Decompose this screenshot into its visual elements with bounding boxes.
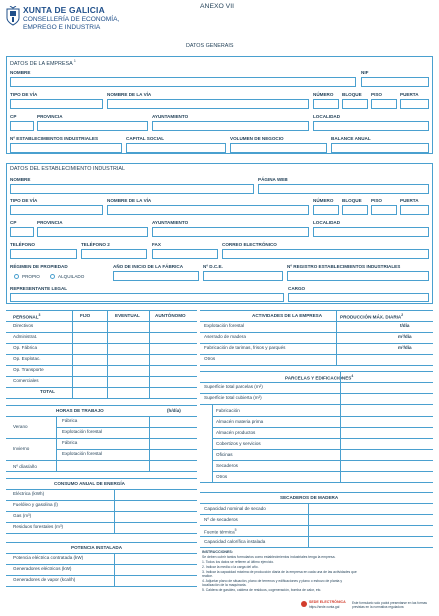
personal-row-line bbox=[6, 321, 197, 322]
invierno-fabrica: Fábrica bbox=[62, 440, 78, 445]
parcelas-row-line bbox=[212, 416, 433, 417]
empresa-nif-label: NIF bbox=[361, 70, 369, 75]
empresa-volumen-negocio-label: VOLUMEN DE NEGOCIO bbox=[230, 136, 284, 141]
personal-row-line bbox=[6, 398, 197, 399]
xunta-logo bbox=[6, 4, 126, 36]
est-ayuntamiento-field[interactable] bbox=[152, 227, 309, 237]
parcelas-item: Oficinas bbox=[216, 452, 233, 457]
est-tipo-via-field[interactable] bbox=[10, 205, 103, 215]
est-ayuntamiento-label: AYUNTAMIENTO bbox=[152, 220, 189, 225]
potencia-col-line bbox=[114, 554, 115, 586]
est-provincia-field[interactable] bbox=[37, 227, 148, 237]
empresa-numero-field[interactable] bbox=[313, 99, 339, 109]
parcelas-col-line bbox=[212, 404, 213, 482]
empresa-balance-anual-label: BALANCE ANUAL bbox=[331, 136, 371, 141]
empresa-nombre-via-label: NOMBRE DE LA VÍA bbox=[107, 92, 152, 97]
actividades-row-line bbox=[200, 343, 433, 344]
est-ano-inicio-label: AÑO DE INICIO DE LA FÁBRICA bbox=[113, 264, 184, 269]
verano-explotacion: Explotación forestal bbox=[62, 429, 103, 434]
est-pagina-web-field[interactable] bbox=[258, 184, 429, 194]
est-cargo-label: CARGO bbox=[288, 286, 306, 291]
secaderos-row-line bbox=[200, 547, 433, 548]
energia-row-line bbox=[6, 489, 197, 490]
secaderos-row-fuente bbox=[204, 529, 237, 535]
actividades-table bbox=[200, 310, 433, 368]
potencia-table bbox=[6, 542, 197, 592]
act-row-label: Fabricación de tarimas, frisos y parqués bbox=[204, 345, 286, 350]
est-provincia-label: PROVINCIA bbox=[37, 220, 63, 225]
cubierta-total-label: Superficie total cubierta (m²) bbox=[204, 395, 262, 400]
est-telefono-label: TELÉFONO bbox=[10, 242, 36, 247]
propio-label: PROPIO bbox=[22, 274, 40, 279]
empresa-volumen-negocio-field[interactable] bbox=[230, 143, 327, 153]
instrucciones-line: 3. Indicar la capacidad máxima de producción diaria de la empresa en cada una de las actividades que bbox=[202, 570, 357, 574]
personal-col-line bbox=[72, 311, 73, 398]
est-bloque-label: BLOQUE bbox=[342, 198, 362, 203]
energia-top-bar bbox=[6, 478, 197, 479]
secaderos-row: Capacidad calorífica instalada bbox=[204, 539, 266, 544]
empresa-puerta-field[interactable] bbox=[400, 99, 429, 109]
empresa-nombre-field[interactable] bbox=[10, 77, 356, 87]
est-representante-field[interactable] bbox=[10, 293, 284, 302]
produccion-header-text: PRODUCCIÓN MÁX. DIARIA bbox=[340, 314, 402, 320]
parcelas-row-line bbox=[212, 460, 433, 461]
empresa-piso-label: PISO bbox=[371, 92, 382, 97]
energia-row-line bbox=[6, 522, 197, 523]
horas-top-bar bbox=[6, 405, 197, 406]
personal-header bbox=[13, 314, 40, 320]
fuente-sup: 5 bbox=[234, 528, 237, 532]
personal-row-line bbox=[6, 332, 197, 333]
instrucciones-title: INSTRUCCIONES: bbox=[202, 550, 233, 554]
potencia-row: Potencia eléctrica contratada (kW) bbox=[13, 555, 84, 560]
est-numero-field[interactable] bbox=[313, 205, 339, 215]
empresa-tipo-via-label: TIPO DE VÍA bbox=[10, 92, 38, 97]
potencia-row-line bbox=[6, 553, 197, 554]
act-row-label: Explotación forestal bbox=[204, 323, 245, 328]
verano-fabrica: Fábrica bbox=[62, 418, 78, 423]
act-row-label: Aserrado de madera bbox=[204, 334, 246, 339]
invierno-explotacion: Explotación forestal bbox=[62, 451, 103, 456]
page-title: DATOS GENERAIS bbox=[186, 43, 234, 49]
empresa-provincia-field[interactable] bbox=[37, 121, 148, 131]
empresa-localidad-label: LOCALIDAD bbox=[313, 114, 341, 119]
parcelas-item: Fabricación bbox=[216, 408, 240, 413]
alquilado-radio[interactable] bbox=[50, 274, 55, 279]
produccion-sup: 2 bbox=[401, 313, 404, 317]
empresa-num-establecimientos-label: Nº ESTABLECIMIENTOS INDUSTRIALES bbox=[10, 136, 99, 141]
personal-top-bar bbox=[6, 310, 197, 311]
dept-line-1: CONSELLERÍA DE ECONOMÍA, bbox=[23, 16, 120, 23]
est-fax-label: FAX bbox=[152, 242, 161, 247]
actividades-row-line bbox=[200, 321, 433, 322]
est-numero-label: NÚMERO bbox=[313, 198, 334, 203]
secaderos-header: SECADEROS DE MADERA bbox=[280, 495, 339, 500]
empresa-nombre-label: NOMBRE bbox=[10, 70, 31, 75]
empresa-num-establecimientos-field[interactable] bbox=[10, 143, 122, 153]
act-row-unit: m³/día bbox=[398, 334, 412, 339]
empresa-section-text: DATOS DE LA EMPRESA bbox=[10, 60, 73, 67]
personal-col-line bbox=[107, 311, 108, 398]
est-registro-label: Nº REGISTRO ESTABLECIMIENTOS INDUSTRIALES bbox=[287, 264, 401, 269]
horas-table bbox=[6, 405, 197, 477]
energia-row: Eléctrica (kWh) bbox=[13, 491, 45, 496]
est-puerta-label: PUERTA bbox=[400, 198, 419, 203]
instrucciones-line: 2. Indicar la media o la carga del año. bbox=[202, 565, 259, 569]
produccion-header bbox=[340, 314, 403, 320]
energia-row-line bbox=[6, 500, 197, 501]
parcelas-header bbox=[285, 375, 353, 381]
parcelas-row-line bbox=[200, 393, 433, 394]
est-fax-field[interactable] bbox=[152, 249, 218, 259]
potencia-top-bar bbox=[6, 542, 197, 543]
potencia-row-line bbox=[6, 575, 197, 576]
personal-header-text: PERSONAL bbox=[13, 314, 39, 320]
potencia-row-line bbox=[6, 586, 197, 587]
horas-row-line bbox=[6, 438, 197, 439]
personal-row-op-transporte: Op. Transporte bbox=[13, 367, 44, 372]
horas-row-line bbox=[56, 449, 197, 450]
est-representante-label: REPRESENTANTE LEGAL bbox=[10, 286, 68, 291]
est-piso-label: PISO bbox=[371, 198, 382, 203]
parcelas-header-text: PARCELAS Y EDIFICACIONES bbox=[285, 375, 352, 381]
instrucciones-line: localización de la maquinaria. bbox=[202, 583, 247, 587]
actividades-header: ACTIVIDADES DE LA EMPRESA bbox=[252, 313, 323, 318]
actividades-row-line bbox=[200, 354, 433, 355]
parcelas-col-line bbox=[340, 372, 341, 482]
empresa-provincia-label: PROVINCIA bbox=[37, 114, 63, 119]
est-telefono2-label: TELÉFONO 2 bbox=[81, 242, 110, 247]
horas-row-line bbox=[6, 460, 197, 461]
est-nombre-field[interactable] bbox=[10, 184, 254, 194]
dias-label: Nº días/año bbox=[13, 464, 37, 469]
secaderos-row-line bbox=[200, 503, 433, 504]
est-puerta-field[interactable] bbox=[400, 205, 429, 215]
empresa-ayuntamiento-field[interactable] bbox=[152, 121, 309, 131]
energia-row-line bbox=[6, 533, 197, 534]
parcelas-row-line bbox=[212, 449, 433, 450]
energia-row: Gas (m³) bbox=[13, 513, 32, 518]
alquilado-label: ALQUILADO bbox=[58, 274, 85, 279]
parcelas-row-line bbox=[212, 438, 433, 439]
parcelas-table bbox=[200, 371, 433, 491]
personal-row-directivos: Directivos bbox=[13, 323, 34, 328]
sede-icon bbox=[301, 601, 307, 607]
personal-sup: 3 bbox=[38, 313, 41, 317]
parcelas-item: Secaderos bbox=[216, 463, 238, 468]
est-piso-field[interactable] bbox=[371, 205, 397, 215]
secaderos-top-bar bbox=[200, 492, 433, 493]
empresa-cp-field[interactable] bbox=[10, 121, 34, 131]
est-cp-field[interactable] bbox=[10, 227, 34, 237]
parcelas-row-line bbox=[212, 427, 433, 428]
potencia-header: POTENCIA INSTALADA bbox=[71, 545, 123, 550]
empresa-cp-label: CP bbox=[10, 114, 17, 119]
instrucciones-block bbox=[202, 551, 433, 597]
est-ano-inicio-field[interactable] bbox=[113, 271, 199, 281]
personal-row-line bbox=[6, 376, 197, 377]
parcelas-total-label: Superficie total parcelas (m²) bbox=[204, 384, 263, 389]
secaderos-row-line bbox=[200, 525, 433, 526]
personal-row-line bbox=[6, 365, 197, 366]
parcelas-top-bar bbox=[200, 371, 433, 372]
est-dce-label: Nº D.C.E. bbox=[203, 264, 223, 269]
potencia-row-line bbox=[6, 564, 197, 565]
actividades-row-line bbox=[200, 365, 433, 366]
horas-row-line bbox=[6, 416, 197, 417]
personal-row-line bbox=[6, 343, 197, 344]
horas-header: HORAS DE TRABAJO bbox=[56, 408, 104, 413]
est-pagina-web-label: PÁGINA WEB bbox=[258, 177, 288, 182]
est-registro-field[interactable] bbox=[287, 271, 429, 281]
annex-label: ANEXO VII bbox=[200, 3, 234, 10]
est-cp-label: CP bbox=[10, 220, 17, 225]
potencia-row: Generadores eléctricos (kW) bbox=[13, 566, 72, 571]
est-correo-label: CORREO ELECTRÓNICO bbox=[222, 242, 277, 247]
empresa-bloque-label: BLOQUE bbox=[342, 92, 362, 97]
parcelas-item: Almacén productos bbox=[216, 430, 256, 435]
empresa-capital-social-field[interactable] bbox=[126, 143, 226, 153]
empresa-sup: 1 bbox=[73, 59, 76, 63]
secaderos-row: Nº de secaderos bbox=[204, 517, 238, 522]
parcelas-sup: 4 bbox=[351, 374, 354, 378]
est-regimen-label: RÉGIMEN DE PROPIEDAD bbox=[10, 264, 68, 269]
personal-row-line bbox=[6, 387, 197, 388]
energia-table bbox=[6, 478, 197, 540]
energia-row-line bbox=[6, 511, 197, 512]
est-tipo-via-label: TIPO DE VÍA bbox=[10, 198, 38, 203]
verano-label: Verano bbox=[13, 424, 28, 429]
actividades-top-bar bbox=[200, 310, 433, 311]
parcelas-row-line bbox=[200, 382, 433, 383]
parcelas-item: Otros bbox=[216, 474, 228, 479]
fuente-termica-text: Fuente térmica bbox=[204, 529, 235, 535]
parcelas-row-line bbox=[200, 404, 433, 405]
propio-radio[interactable] bbox=[14, 274, 19, 279]
instrucciones-line: 5. Caldera de gasóleo, caldera de residuos, cogeneración, bomba de calor, etc. bbox=[202, 588, 322, 592]
personal-row-line bbox=[6, 354, 197, 355]
sede-label: SEDE ELECTRÓNICA bbox=[309, 600, 346, 604]
coat-of-arms-icon bbox=[6, 6, 20, 26]
energia-row: Residuos forestales (m³) bbox=[13, 524, 64, 529]
empresa-numero-label: NÚMERO bbox=[313, 92, 334, 97]
personal-col-eventual: EVENTUAL bbox=[115, 313, 140, 318]
secaderos-row: Capacidad nominal de secado bbox=[204, 506, 266, 511]
est-nombre-label: NOMBRE bbox=[10, 177, 31, 182]
act-row-unit: m³/día bbox=[398, 345, 412, 350]
est-telefono-field[interactable] bbox=[10, 249, 77, 259]
empresa-nif-field[interactable] bbox=[361, 77, 429, 87]
energia-row: Fuelóleo y gasolina (l) bbox=[13, 502, 58, 507]
est-localidad-label: LOCALIDAD bbox=[313, 220, 341, 225]
est-nombre-via-label: NOMBRE DE LA VÍA bbox=[107, 198, 152, 203]
personal-row-administrativos: Administrat. bbox=[13, 334, 38, 339]
personal-col-autonomo: AUNTÓNOMO bbox=[155, 313, 186, 318]
horas-row-line bbox=[6, 471, 197, 472]
empresa-piso-field[interactable] bbox=[371, 99, 397, 109]
actividades-col-line bbox=[336, 311, 337, 365]
est-nombre-via-field[interactable] bbox=[107, 205, 309, 215]
personal-total-label: TOTAL bbox=[40, 389, 55, 394]
personal-row-op-fabrica: Op. Fábrica bbox=[13, 345, 37, 350]
est-bloque-field[interactable] bbox=[342, 205, 368, 215]
instrucciones-line: Se deben cubrir tantos formularios como establecimientos industriales tenga la empresa. bbox=[202, 555, 336, 559]
act-row-unit: t/día bbox=[400, 323, 410, 328]
secaderos-col-line bbox=[308, 504, 309, 547]
secaderos-row-line bbox=[200, 514, 433, 515]
potencia-row: Generadores de vapor (kcal/h) bbox=[13, 577, 76, 582]
parcelas-row-line bbox=[200, 482, 433, 483]
personal-col-fijo: FIJO bbox=[80, 313, 91, 318]
est-cargo-field[interactable] bbox=[288, 293, 429, 302]
empresa-tipo-via-field[interactable] bbox=[10, 99, 103, 109]
actividades-row-line bbox=[200, 332, 433, 333]
horas-row-line bbox=[56, 427, 197, 428]
horas-unit: (h/día) bbox=[167, 408, 181, 413]
invierno-label: Invierno bbox=[13, 446, 30, 451]
empresa-capital-social-label: CAPITAL SOCIAL bbox=[126, 136, 165, 141]
org-name: XUNTA DE GALICIA bbox=[23, 5, 105, 15]
empresa-balance-anual-field[interactable] bbox=[331, 143, 429, 153]
est-localidad-field[interactable] bbox=[313, 227, 429, 237]
parcelas-item: Almacén materia prima bbox=[216, 419, 264, 424]
instrucciones-line: realice. bbox=[202, 574, 213, 578]
empresa-bloque-field[interactable] bbox=[342, 99, 368, 109]
footer-note: Este formulario solo podrá presentarse en las formas previstas en la normativa reguladora bbox=[352, 601, 427, 610]
empresa-section-title bbox=[10, 60, 76, 67]
personal-col-line bbox=[149, 311, 150, 398]
energia-header: CONSUMO ANUAL DE ENERGÍA bbox=[54, 481, 125, 486]
empresa-puerta-label: PUERTA bbox=[400, 92, 419, 97]
personal-row-op-explotac: Op. Explotac. bbox=[13, 356, 41, 361]
est-correo-field[interactable] bbox=[222, 249, 429, 259]
personal-row-comerciales: Comerciales bbox=[13, 378, 39, 383]
instrucciones-line: 1. Todos los datos se refieren al último ejercicio. bbox=[202, 560, 275, 564]
est-dce-field[interactable] bbox=[203, 271, 283, 281]
personal-table bbox=[6, 310, 197, 404]
dept-line-2: EMPREGO E INDUSTRIA bbox=[23, 24, 101, 31]
instrucciones-line: 4. Adjuntar plano de situación, plano de terrenos y edificaciones y plano o esbozo de planta y bbox=[202, 579, 343, 583]
est-telefono2-field[interactable] bbox=[81, 249, 147, 259]
parcelas-item: Cobertizos y servicios bbox=[216, 441, 261, 446]
sede-url[interactable]: https://sede.xunta.gal bbox=[309, 605, 340, 609]
empresa-localidad-field[interactable] bbox=[313, 121, 429, 131]
act-row-label: Otros bbox=[204, 356, 216, 361]
secaderos-table bbox=[200, 492, 433, 548]
empresa-ayuntamiento-label: AYUNTAMIENTO bbox=[152, 114, 189, 119]
horas-col-line bbox=[149, 417, 150, 471]
horas-col-line bbox=[56, 417, 57, 471]
secaderos-row-line bbox=[200, 536, 433, 537]
energia-col-line bbox=[114, 490, 115, 533]
establecimiento-section-title: DATOS DEL ESTABLECIMIENTO INDUSTRIAL bbox=[10, 166, 126, 172]
empresa-nombre-via-field[interactable] bbox=[107, 99, 309, 109]
parcelas-row-line bbox=[212, 471, 433, 472]
